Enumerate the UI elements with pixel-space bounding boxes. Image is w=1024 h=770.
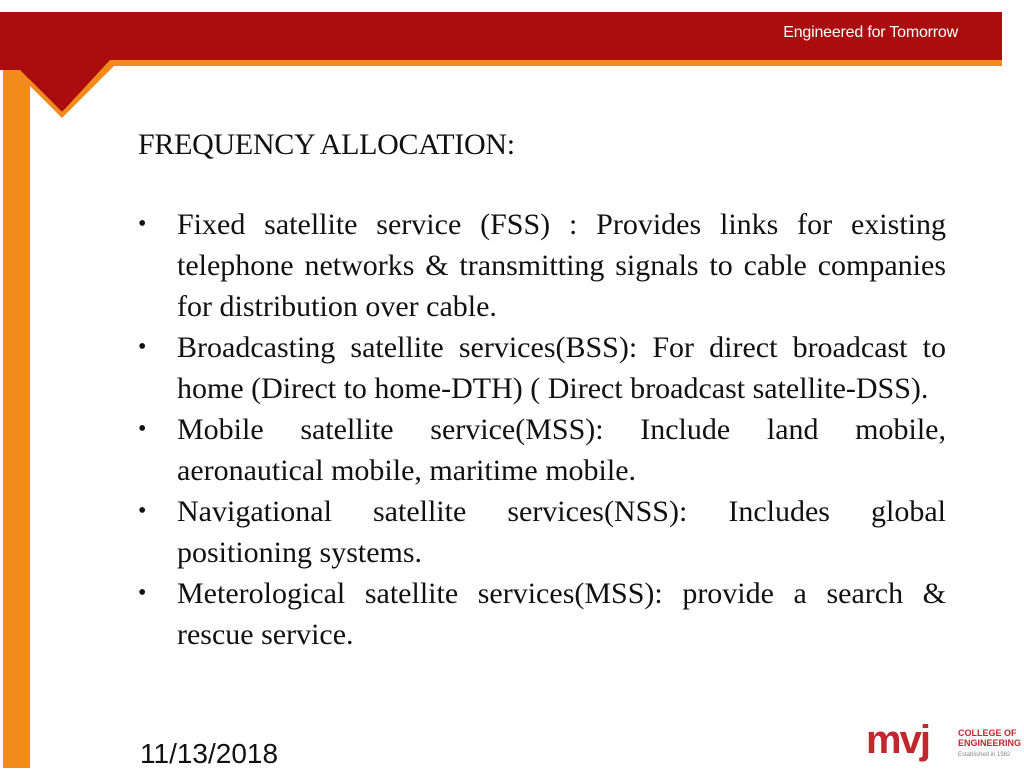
slide-content [138,128,946,655]
slide-heading: FREQUENCY ALLOCATION: [138,128,515,161]
bullet-icon: • [138,580,147,606]
bullet-icon: • [138,416,147,442]
college-logo [866,718,1024,768]
bullet-text: Meterological satellite services(MSS): provide a search & rescue service. [177,577,946,651]
bullet-text: Fixed satellite service (FSS) : Provides links for existing telephone networks & transmitting signals to cable companies for distribution over cable. [177,208,946,323]
logo-line-1: COLLEGE OF [958,728,1017,738]
bullet-icon: • [138,211,147,237]
bullet-item [138,409,946,491]
header-tagline: Engineered for Tomorrow [783,24,958,41]
logo-line-2: ENGINEERING [958,738,1022,748]
bullet-text: Mobile satellite service(MSS): Include land mobile, aeronautical mobile, maritime mobile. [177,413,946,487]
footer-date: 11/13/2018 [140,738,279,769]
bullet-text: Broadcasting satellite services(BSS): For direct broadcast to home (Direct to home-DTH) ( Direct broadcast satellite-DSS). [177,331,946,405]
left-orange-bar [3,60,30,768]
header-orange-line [30,60,1002,118]
bullet-list [138,204,946,655]
logo-mark: mvj [866,718,929,762]
bullet-item [138,204,946,327]
bullet-icon: • [138,334,147,360]
logo-text [958,728,1021,748]
bullet-text: Navigational satellite services(NSS): Includes global positioning systems. [177,495,946,569]
bullet-icon: • [138,498,147,524]
logo-established: Established in 1982 [958,752,1011,758]
bullet-item [138,327,946,409]
bullet-item [138,573,946,655]
bullet-item [138,491,946,573]
